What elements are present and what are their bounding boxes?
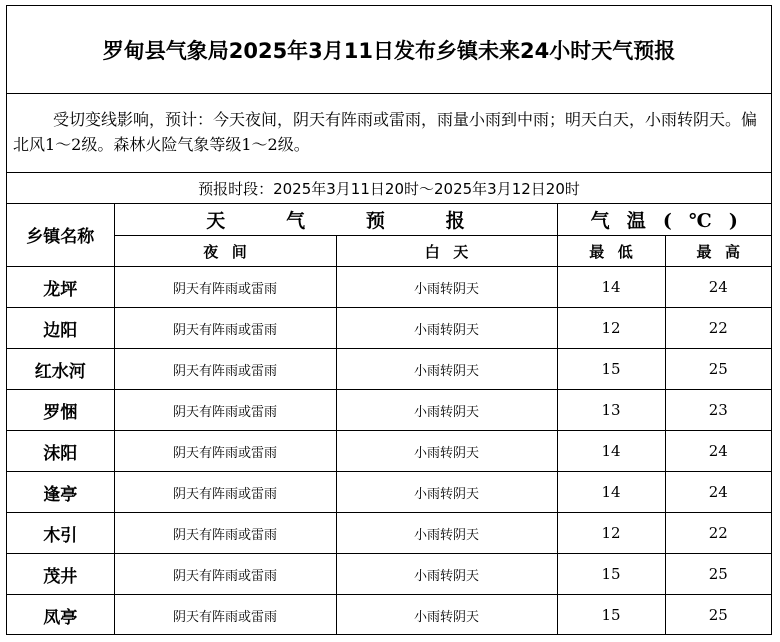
min-temperature: 13 (557, 390, 665, 431)
document-title: 罗甸县气象局2025年3月11日发布乡镇未来24小时天气预报 (7, 6, 771, 94)
max-temperature: 25 (665, 349, 771, 390)
night-weather: 阴天有阵雨或雷雨 (114, 390, 336, 431)
header-weather: 天气预报 (114, 203, 557, 236)
max-temperature: 24 (665, 472, 771, 513)
town-name: 罗悃 (7, 390, 114, 431)
min-temperature: 15 (557, 554, 665, 595)
night-weather: 阴天有阵雨或雷雨 (114, 308, 336, 349)
table-row (7, 308, 771, 349)
table-row (7, 349, 771, 390)
forecast-table-body (7, 203, 771, 635)
day-weather: 小雨转阴天 (336, 554, 557, 595)
max-temperature: 24 (665, 431, 771, 472)
day-weather: 小雨转阴天 (336, 513, 557, 554)
header-night: 夜间 (114, 236, 336, 267)
night-weather: 阴天有阵雨或雷雨 (114, 554, 336, 595)
header-max: 最高 (665, 236, 771, 267)
table-row (7, 390, 771, 431)
header-day: 白天 (336, 236, 557, 267)
min-temperature: 15 (557, 349, 665, 390)
min-temperature: 12 (557, 513, 665, 554)
town-name: 木引 (7, 513, 114, 554)
min-temperature: 12 (557, 308, 665, 349)
night-weather: 阴天有阵雨或雷雨 (114, 472, 336, 513)
town-name: 逢亭 (7, 472, 114, 513)
max-temperature: 25 (665, 595, 771, 636)
town-name: 边阳 (7, 308, 114, 349)
town-name: 龙坪 (7, 267, 114, 308)
night-weather: 阴天有阵雨或雷雨 (114, 349, 336, 390)
min-temperature: 14 (557, 267, 665, 308)
table-row (7, 472, 771, 513)
forecast-period: 预报时段：2025年3月11日20时～2025年3月12日20时 (7, 173, 771, 204)
min-temperature: 14 (557, 431, 665, 472)
day-weather: 小雨转阴天 (336, 595, 557, 636)
day-weather: 小雨转阴天 (336, 431, 557, 472)
town-name: 红水河 (7, 349, 114, 390)
table-row (7, 431, 771, 472)
night-weather: 阴天有阵雨或雷雨 (114, 431, 336, 472)
day-weather: 小雨转阴天 (336, 308, 557, 349)
day-weather: 小雨转阴天 (336, 267, 557, 308)
min-temperature: 14 (557, 472, 665, 513)
night-weather: 阴天有阵雨或雷雨 (114, 267, 336, 308)
max-temperature: 24 (665, 267, 771, 308)
table-row (7, 513, 771, 554)
town-name: 茂井 (7, 554, 114, 595)
table-row (7, 267, 771, 308)
town-name: 沫阳 (7, 431, 114, 472)
day-weather: 小雨转阴天 (336, 390, 557, 431)
night-weather: 阴天有阵雨或雷雨 (114, 513, 336, 554)
min-temperature: 15 (557, 595, 665, 636)
table-row (7, 554, 771, 595)
header-temperature: 气温(℃) (557, 203, 771, 236)
forecast-document (6, 5, 772, 635)
header-town: 乡镇名称 (7, 203, 114, 267)
header-min: 最低 (557, 236, 665, 267)
day-weather: 小雨转阴天 (336, 472, 557, 513)
max-temperature: 22 (665, 513, 771, 554)
max-temperature: 22 (665, 308, 771, 349)
forecast-summary: 受切变线影响，预计：今天夜间，阴天有阵雨或雷雨，雨量小雨到中雨；明天白天，小雨转阴天。偏北风1～2级。森林火险气象等级1～2级。 (7, 93, 771, 173)
max-temperature: 25 (665, 554, 771, 595)
max-temperature: 23 (665, 390, 771, 431)
night-weather: 阴天有阵雨或雷雨 (114, 595, 336, 636)
forecast-table (7, 203, 771, 635)
town-name: 凤亭 (7, 595, 114, 636)
table-row (7, 595, 771, 636)
day-weather: 小雨转阴天 (336, 349, 557, 390)
